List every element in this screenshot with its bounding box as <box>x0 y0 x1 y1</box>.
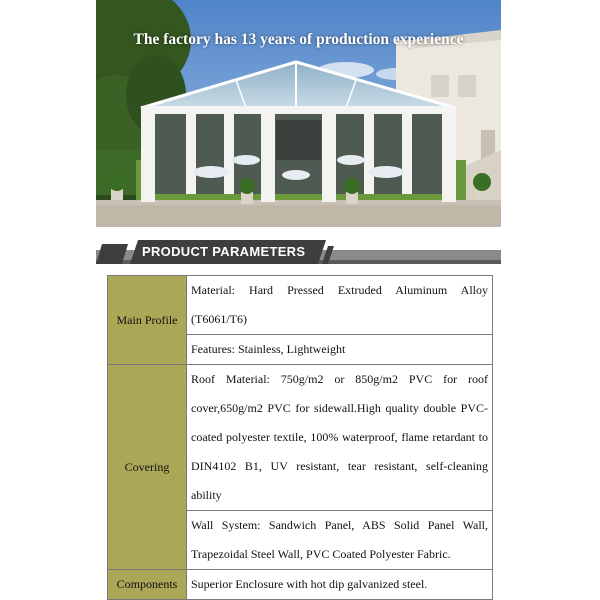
main-profile-material: Material: Hard Pressed Extruded Aluminum Alloy (T6061/T6) <box>187 276 493 335</box>
table-row <box>108 276 493 335</box>
table-row <box>108 365 493 511</box>
table-row <box>108 570 493 600</box>
hero-image <box>96 0 501 227</box>
hero-caption: The factory has 13 years of production experience <box>133 31 464 48</box>
covering-roof: Roof Material: 750g/m2 or 850g/m2 PVC for roof cover,650g/m2 PVC for sidewall.High quality double PVC-coated polyester textile, 100% waterproof, flame retardant to DIN4102 B1, UV resistant, tear resistant, self-cleaning ability <box>187 365 493 511</box>
main-profile-features: Features: Stainless, Lightweight <box>187 335 493 365</box>
covering-label: Covering <box>108 365 187 570</box>
components-label: Components <box>108 570 187 600</box>
main-profile-label: Main Profile <box>108 276 187 365</box>
components-value: Superior Enclosure with hot dip galvanized steel. <box>187 570 493 600</box>
parameters-table <box>107 275 493 600</box>
section-banner <box>96 240 501 264</box>
covering-wall: Wall System: Sandwich Panel, ABS Solid Panel Wall, Trapezoidal Steel Wall, PVC Coated Polyester Fabric. <box>187 511 493 570</box>
section-title: PRODUCT PARAMETERS <box>142 244 306 259</box>
